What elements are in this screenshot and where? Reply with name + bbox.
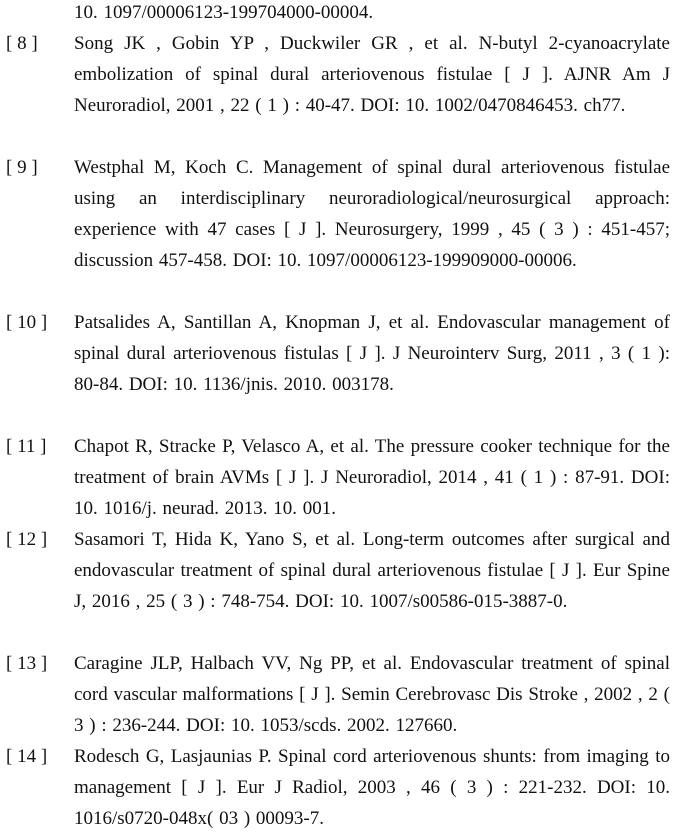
reference-number: [ 11 ]: [6, 436, 47, 457]
reference-item-13: [6, 648, 670, 741]
reference-item-continuation: [6, 0, 670, 28]
reference-number: [ 12 ]: [6, 529, 48, 550]
reference-text: Westphal M, Koch C. Management of spinal dural arteriovenous fistulae using an interdisciplinary neuroradiological/neurosurgical approach: experience with 47 cases [ J ]. Neurosurgery, 1999 , 45 ( 3 ) : 451-457; discussion 457-458. DOI: 10. 1097/00006123-199909000-00006.: [74, 157, 670, 271]
reference-number: [ 10 ]: [6, 312, 48, 333]
reference-number: [ 8 ]: [6, 33, 38, 54]
reference-item-14: [6, 741, 670, 834]
reference-text: Patsalides A, Santillan A, Knopman J, et al. Endovascular management of spinal dural arteriovenous fistulas [ J ]. J Neurointerv Surg, 2011 , 3 ( 1 ): 80-84. DOI: 10. 1136/jnis. 2010. 003178.: [74, 312, 670, 395]
reference-item-9: [6, 152, 670, 276]
reference-text: Caragine JLP, Halbach VV, Ng PP, et al. Endovascular treatment of spinal cord vascular malformations [ J ]. Semin Cerebrovasc Dis Stroke , 2002 , 2 ( 3 ) : 236-244. DOI: 10. 1053/scds. 2002. 127660.: [74, 653, 671, 736]
reference-text: Rodesch G, Lasjaunias P. Spinal cord arteriovenous shunts: from imaging to management [ J ]. Eur J Radiol, 2003 , 46 ( 3 ) : 221-232. DOI: 10. 1016/s0720-048x( 03 ) 00093-7.: [74, 746, 670, 829]
reference-item-10: [6, 307, 670, 400]
reference-number: [ 13 ]: [6, 653, 48, 674]
reference-number: [ 9 ]: [6, 157, 38, 178]
reference-item-8: [6, 28, 670, 121]
reference-item-12: [6, 524, 670, 617]
reference-text: Song JK , Gobin YP , Duckwiler GR , et al. N-butyl 2-cyanoacrylate embolization of spinal dural arteriovenous fistulae [ J ]. AJNR Am J Neuroradiol, 2001 , 22 ( 1 ) : 40-47. DOI: 10. 1002/0470846453. ch77.: [74, 33, 670, 116]
reference-text: Sasamori T, Hida K, Yano S, et al. Long-term outcomes after surgical and endovascular treatment of spinal dural arteriovenous fistulae [ J ]. Eur Spine J, 2016 , 25 ( 3 ) : 748-754. DOI: 10. 1007/s00586-015-3887-0.: [74, 529, 670, 612]
reference-number: [ 14 ]: [6, 746, 48, 767]
reference-text: Chapot R, Stracke P, Velasco A, et al. The pressure cooker technique for the treatment of brain AVMs [ J ]. J Neuroradiol, 2014 , 41 ( 1 ) : 87-91. DOI: 10. 1016/j. neurad. 2013. 10. 001.: [74, 436, 670, 519]
reference-item-11: [6, 431, 670, 524]
reference-text: 10. 1097/00006123-199704000-00004.: [74, 2, 374, 23]
